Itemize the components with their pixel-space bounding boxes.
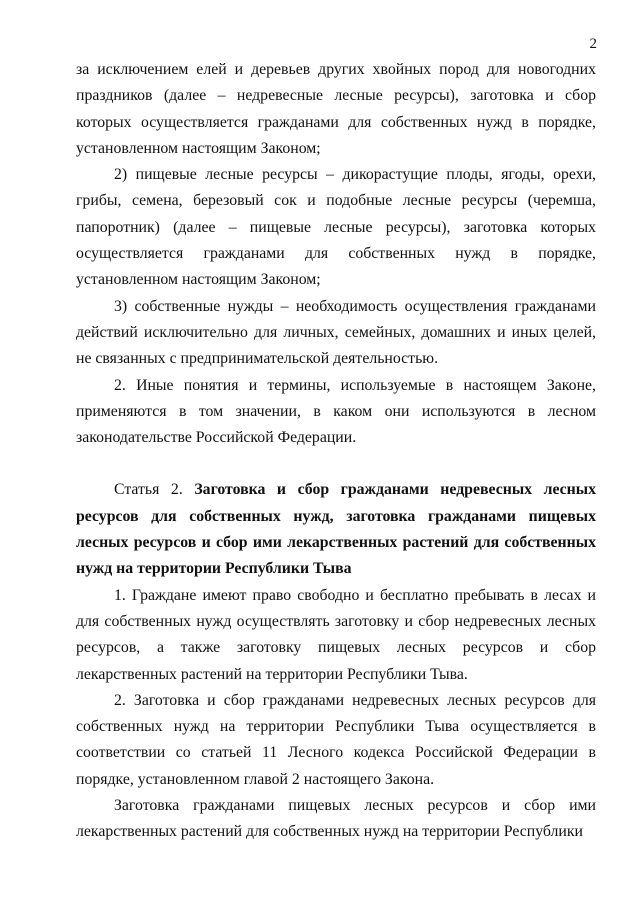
document-body — [76, 57, 596, 846]
article-paragraph-2: 2. Заготовка и сбор гражданами недревесных лесных ресурсов для собственных нужд на территории Республики Тыва осуществляется в соответствии со статьей 11 Лесного кодекса Российской Федерации в порядке, установленном главой 2 настоящего Закона. — [76, 691, 596, 788]
article-label: Статья 2. — [114, 481, 183, 499]
page-number: 2 — [589, 36, 597, 52]
article-paragraph-3: Заготовка гражданами пищевых лесных ресурсов и сбор ими лекарственных растений для собственных нужд на территории Республики — [76, 797, 596, 841]
paragraph-continuation: за исключением елей и деревьев других хвойных пород для новогодних праздников (далее – недревесные лесные ресурсы), заготовка и сбор которых осуществляется гражданами для собственных нужд в порядке, установленном настоящим Законом; — [76, 61, 596, 157]
article-heading — [76, 477, 596, 582]
paragraph-item-3: 3) собственные нужды – необходимость осуществления гражданами действий исключительно для личных, семейных, домашних и иных целей, не связанных с предпринимательской деятельностью. — [76, 297, 596, 368]
article-title: Заготовка и сбор гражданами недревесных лесных ресурсов для собственных нужд, заготовка гражданами пищевых лесных ресурсов и сбор ими лекарственных растений для собственных нужд на территории Республики Тыва — [76, 481, 597, 578]
section-spacer — [76, 451, 596, 477]
paragraph-item-2: 2) пищевые лесные ресурсы – дикорастущие плоды, ягоды, орехи, грибы, семена, березовый сок и подобные лесные ресурсы (черемша, папоротник) (далее – пищевые лесные ресурсы), заготовка которых осуществляется гражданами для собственных нужд в порядке, установленном настоящим Законом; — [76, 166, 596, 289]
paragraph-point-2: 2. Иные понятия и термины, используемые в настоящем Законе, применяются в том значении, в каком они используются в лесном законодательстве Российской Федерации. — [76, 376, 596, 447]
article-paragraph-1: 1. Граждане имеют право свободно и бесплатно пребывать в лесах и для собственных нужд осуществлять заготовку и сбор недревесных лесных ресурсов, а также заготовку пищевых лесных ресурсов и сбор лекарственных растений на территории Республики Тыва. — [76, 586, 596, 683]
